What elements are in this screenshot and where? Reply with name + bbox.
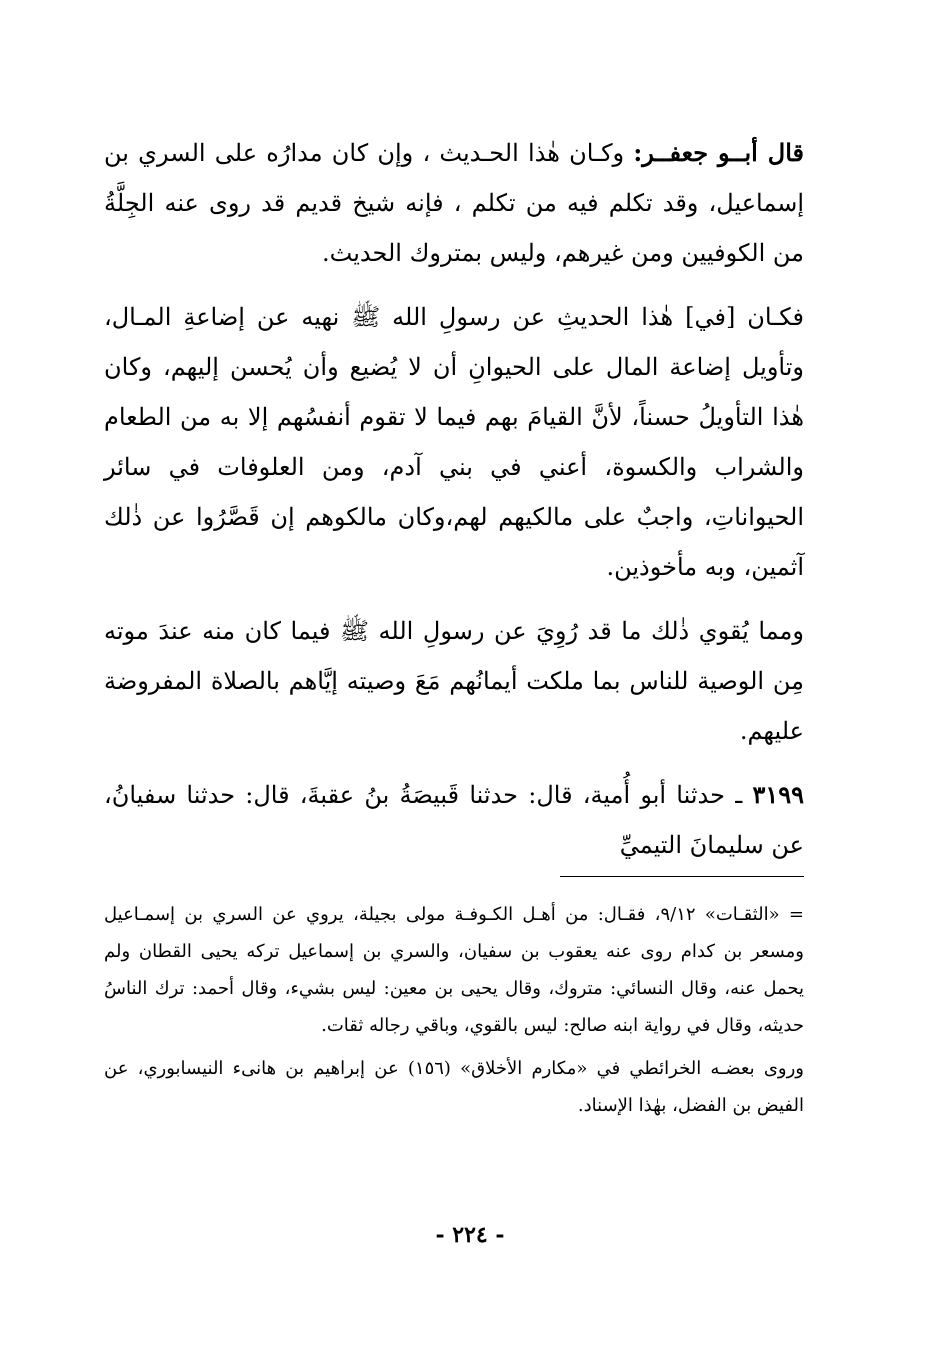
footnote-separator bbox=[560, 876, 804, 877]
paragraph-1 bbox=[104, 128, 804, 278]
footnote-2: وروى بعضـه الخرائطي في «مكارم الأخلاق» (١٥٦) عن إبراهيم بن هانىء النيسابوري، عن الفيض بن الفضل، بهٰذا الإسناد. bbox=[104, 1058, 804, 1116]
paragraph-3: ومما يُقوي ذٰلك ما قد رُوِيَ عن رسولِ الله ﷺ فيما كان منه عندَ موته مِن الوصية للناس بما ملكت أيمانُهم مَعَ وصيته إيَّاهم بالصلاة المفروضة عليهم. bbox=[104, 617, 804, 745]
hadith-entry bbox=[104, 770, 804, 870]
main-text bbox=[104, 128, 804, 884]
hadith-text: ـ حدثنا أبو أُمية، قال: حدثنا قَبيصَةُ بنُ عقبةَ، قال: حدثنا سفيانُ، عن سليمانَ التيميِّ bbox=[104, 781, 804, 859]
footnote-1: = «الثقـات» ٩/١٢، فقـال: من أهـل الكـوفـة مولى بجيلة، يروي عن السري بن إسمـاعيل ومسعر بن كدام روى عنه يعقوب بن سفيان، والسري بن إسماعيل تركه يحيى القطان ولم يحمل عنه، وقال النسائي: متروك، وقال يحيى بن معين: ليس بشيء، وقال أحمد: ترك الناسُ حديثه، وقال في رواية ابنه صالح: ليس بالقوي، وباقي رجاله ثقات. bbox=[104, 904, 804, 1036]
paragraph-2: فكـان [في] هٰذا الحديثِ عن رسولِ الله ﷺ نهيه عن إضاعةِ المـال، وتأويل إضاعة المال على الحيوانِ أن لا يُضيع وأن يُحسن إليهم، وكان هٰذا التأويلُ حسناً، لأنَّ القيامَ بهم فيما لا تقوم أنفسُهم إلا به من الطعام والشراب والكسوة، أعني في بني آدم، ومن العلوفات في سائر الحيواناتِ، واجبٌ على مالكيهم لهم،وكان مالكوهم إن قَصَّرُوا عن ذٰلك آثمين، وبه مأخوذين. bbox=[104, 303, 805, 581]
page-number: - ٢٢٤ - bbox=[435, 1222, 505, 1248]
hadith-number: ٣١٩٩ bbox=[752, 780, 804, 809]
paragraph-lead-in: قال أبــو جعفــر: bbox=[633, 138, 804, 167]
footnotes bbox=[104, 896, 804, 1130]
paragraph-body: وكـان هٰذا الحـديث ، وإن كان مدارُه على السري بن إسماعيل، وقد تكلم فيه من تكلم ، فإنه شيخ قديم قد روى عنه الجِلَّةُ من الكوفيين ومن غيرهم، وليس بمتروك الحديث. bbox=[104, 139, 804, 267]
